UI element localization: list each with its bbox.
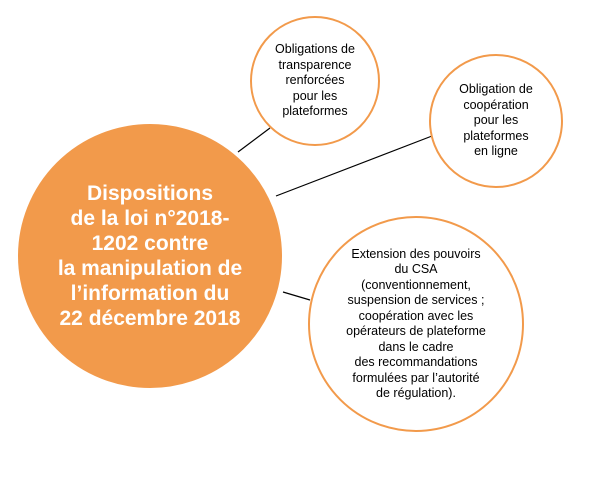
connector-to-node-2 (276, 136, 432, 196)
node-label-transparence: Obligations de transparence renforcées pour les plateformes (275, 42, 355, 119)
node-circle-transparence (250, 16, 380, 146)
connector-to-node-1 (238, 128, 270, 152)
node-label-csa: Extension des pouvoirs du CSA (conventionnement, suspension de services ; coopération avec les opérateurs de plateforme dans le cadre des recommandations formulées par l’autorité de régulation). (346, 246, 486, 400)
node-circle-csa (308, 216, 524, 432)
node-circle-cooperation (429, 54, 563, 188)
central-circle (18, 124, 282, 388)
connector-to-node-3 (283, 292, 310, 300)
node-label-cooperation: Obligation de coopération pour les plateformes en ligne (459, 82, 533, 159)
central-label: Dispositions de la loi n°2018- 1202 contre la manipulation de l’information du 22 décembre 2018 (57, 182, 243, 330)
